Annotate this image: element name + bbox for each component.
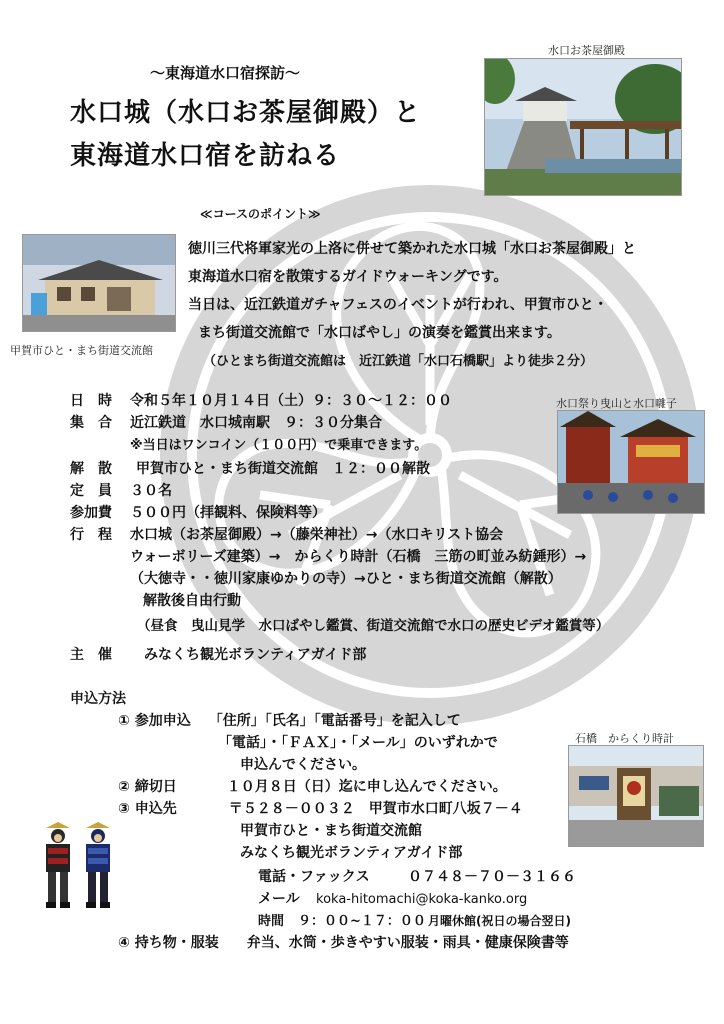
hours-value: ９：００~１７：００ — [298, 914, 426, 929]
mail-label: メール — [258, 891, 300, 907]
apply-item-4-num: ④ — [118, 935, 130, 951]
caption-castle: 水口お茶屋御殿 — [548, 44, 625, 57]
route-label: 行 程 — [70, 527, 112, 543]
phone-value: ０７４８－７０－３１６６ — [408, 869, 576, 885]
apply-item-1 — [118, 710, 461, 730]
apply-item-2-label: 締切日 — [134, 779, 177, 795]
meeting-value: 近江鉄道 水口城南駅 ９：３０分集合 — [130, 415, 382, 431]
apply-item-1-label: 参加申込 — [134, 713, 191, 729]
route-line-5: （昼食 曳山見学 水口ばやし鑑賞、街道交流館で水口の歴史ビデオ鑑賞等） — [137, 618, 610, 634]
disband-row — [70, 458, 430, 478]
date-label: 日 時 — [70, 393, 112, 409]
phone-label: 電話・ファックス — [258, 869, 370, 885]
caption-hall: 甲賀市ひと・まち街道交流館 — [10, 344, 153, 357]
course-line-5: （ひとまち街道交流館は 近江鉄道「水口石橋駅」より徒歩２分） — [203, 354, 594, 369]
apply-item-1-line-3: 申込んでください。 — [240, 757, 366, 773]
course-line-4: まち街道交流館で「水口ばやし」の演奏を鑑賞出来ます。 — [198, 325, 561, 341]
castle-photo — [484, 58, 682, 196]
apply-item-4 — [118, 932, 569, 952]
date-row — [70, 390, 452, 410]
route-line-4: 解散後自由行動 — [143, 593, 241, 609]
meeting-row — [70, 412, 382, 432]
route-row — [70, 524, 503, 544]
hours-row — [258, 910, 571, 929]
apply-heading: 申込方法 — [70, 691, 126, 707]
fee-label: 参加費 — [70, 505, 112, 521]
course-line-3: 当日は、近江鉄道ガチャフェスのイベントが行われ、甲賀市ひと・ — [188, 297, 608, 313]
apply-item-2 — [118, 776, 507, 796]
route-line-1: 水口城（お茶屋御殿）→（藤栄神社）→（水口キリスト協会 — [130, 527, 504, 543]
capacity-value: ３０名 — [130, 483, 172, 499]
mail-row — [258, 888, 527, 908]
capacity-row — [70, 480, 172, 500]
apply-item-3-address: 〒５２８－００３２ 甲賀市水口町八坂７－４ — [228, 801, 523, 817]
apply-item-3 — [118, 798, 523, 818]
apply-org-1: 甲賀市ひと・まち街道交流館 — [240, 823, 422, 839]
closed-value: 月曜休館(祝日の場合翌日) — [428, 914, 571, 928]
apply-item-2-value: １０月８日（日）迄に申し込んでください。 — [226, 779, 507, 795]
disband-label: 解 散 — [70, 461, 112, 477]
host-label: 主 催 — [70, 647, 112, 663]
course-line-2: 東海道水口宿を散策するガイドウォーキングです。 — [188, 269, 508, 285]
karakuri-clock-photo — [568, 745, 704, 847]
course-points-heading: ≪コースのポイント≫ — [200, 207, 321, 221]
mail-value[interactable]: koka-hitomachi@koka-kanko.org — [316, 892, 528, 907]
apply-item-1-line-1: 「住所」「氏名」「電話番号」を記入して — [208, 713, 461, 729]
blue-armor-figure — [86, 822, 110, 908]
apply-item-2-num: ② — [118, 779, 130, 795]
route-line-2: ウォーボリーズ建築）→ からくり時計（石橋 三筋の町並み紡錘形）→ — [130, 549, 587, 565]
apply-item-3-label: 申込先 — [134, 801, 177, 817]
samurai-armor-illustration — [36, 822, 122, 910]
capacity-label: 定 員 — [70, 483, 112, 499]
page-title-line2: 東海道水口宿を訪ねる — [70, 141, 341, 171]
apply-item-4-label: 持ち物・服装 — [134, 935, 219, 951]
hours-label: 時間 — [258, 914, 285, 929]
apply-item-4-value: 弁当、水筒・歩きやすい服装・雨具・健康保険書等 — [246, 935, 569, 951]
meeting-label: 集 合 — [70, 415, 112, 431]
course-line-1: 徳川三代将軍家光の上洛に併せて築かれた水口城「水口お茶屋御殿」と — [188, 241, 636, 257]
apply-item-3-num: ③ — [118, 801, 130, 817]
apply-item-1-line-2: 「電話」・「ＦＡＸ」・「メール」のいずれかで — [218, 735, 498, 751]
meeting-note: ※当日はワンコイン（１００円）で乗車できます。 — [130, 438, 428, 453]
caption-festival: 水口祭り曳山と水口囃子 — [556, 397, 677, 410]
route-line-3: （大徳寺・・徳川家康ゆかりの寺）→ひと・まち街道交流館（解散） — [130, 571, 562, 587]
host-value: みなくち観光ボランティアガイド部 — [144, 647, 367, 663]
festival-photo — [557, 410, 705, 514]
fee-row — [70, 502, 326, 522]
fee-value: ５００円（拝観料、保険料等） — [130, 505, 326, 521]
disband-value: 甲賀市ひと・まち街道交流館 １２：００解散 — [136, 461, 430, 477]
host-row — [70, 644, 366, 664]
page-title-line1: 水口城（水口お茶屋御殿）と — [70, 98, 422, 128]
event-subtitle: ～東海道水口宿探訪～ — [150, 64, 301, 82]
caption-clock: 石橋 からくり時計 — [575, 732, 674, 745]
apply-org-2: みなくち観光ボランティアガイド部 — [240, 845, 463, 861]
phone-row — [258, 866, 576, 886]
red-armor-figure — [46, 822, 70, 908]
apply-item-1-num: ① — [118, 713, 130, 729]
hall-photo — [22, 234, 176, 332]
date-value: 令和５年１０月１４日（土）９：３０～１２：００ — [130, 393, 452, 409]
